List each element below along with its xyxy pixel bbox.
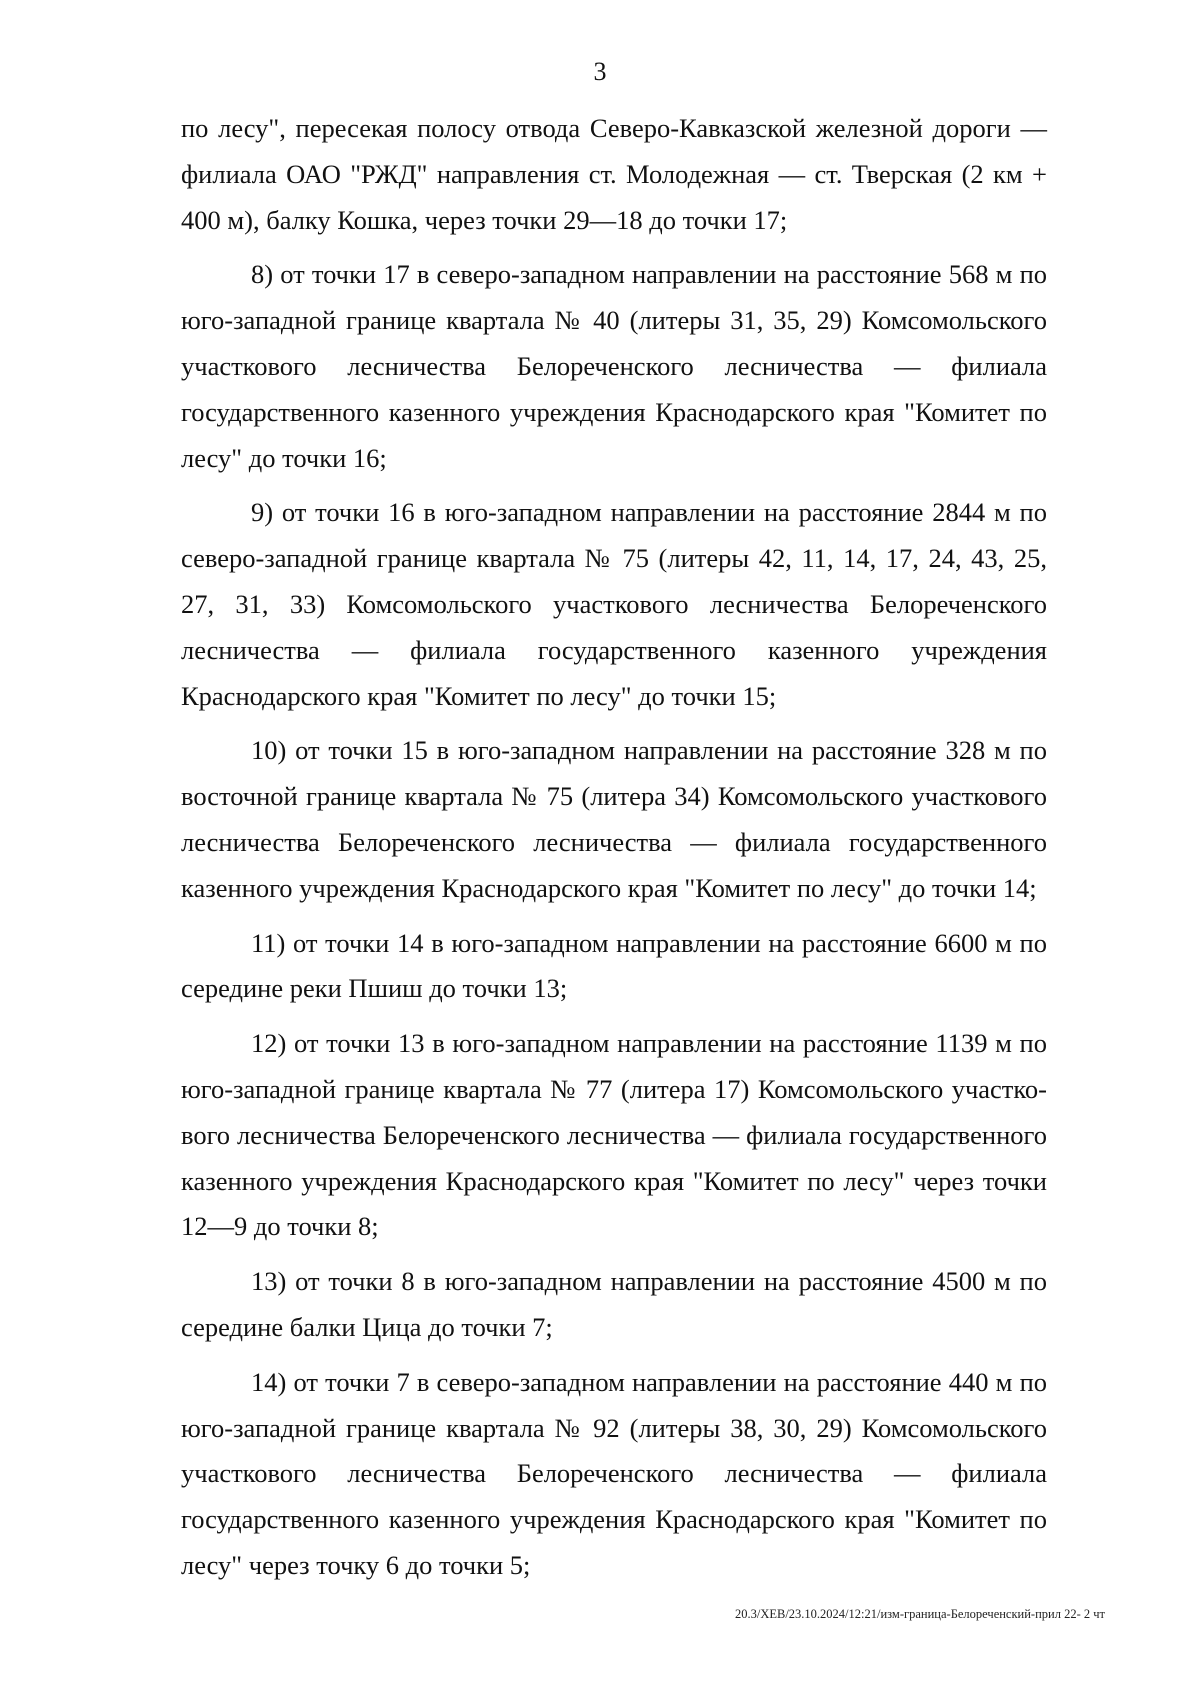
paragraph-item-13: 13) от точки 8 в юго-западном направлении на расстояние 4500 м по середине балки Цица до точки 7;: [181, 1266, 1047, 1342]
paragraph-item-8: 8) от точки 17 в северо-западном направлении на расстояние 568 м по юго-западной границе квартала № 40 (литеры 31, 35, 29) Комсомольского участкового лесничества Белореченского лесничества — филиала государственного казенного учреждения Краснодарского края "Комитет по лесу" до точки 16;: [181, 259, 1047, 473]
paragraph-item-11: 11) от точки 14 в юго-западном направлении на расстояние 6600 м по середине реки Пшиш до точки 13;: [181, 927, 1047, 1004]
paragraph-continuation: по лесу", пересекая полосу отвода Северо-Кавказской железной дороги — филиала ОАО "РЖД" направления ст. Молодежная — ст. Тверская (2 км + 400 м), балку Кошка, через точки 29—18 до точки 17;: [181, 113, 1047, 235]
footer-document-code: 20.3/ХЕВ/23.10.2024/12:21/изм-граница-Белореченский-прил 22- 2 чт: [734, 1607, 1105, 1621]
document-body: [181, 106, 1047, 1589]
paragraph-item-10: 10) от точки 15 в юго-западном направлении на расстояние 328 м по восточной границе квартала № 75 (литера 34) Комсомольского участкового лесничества Белореченского лесничества — филиала государственного казенного учреждения Краснодарского края "Комитет по лесу" до точки 14;: [181, 735, 1047, 903]
paragraph-item-12: 12) от точки 13 в юго-западном направлении на расстояние 1139 м по юго-западной границе квартала № 77 (литера 17) Комсомольского участкового лесничества Белореченского лесничества — филиала государственного казенного учреждения Краснодарского края "Комитет по лесу" через точки 12—9 до точки 8;: [181, 1028, 1047, 1242]
paragraph-item-9: 9) от точки 16 в юго-западном направлении на расстояние 2844 м по северо-западной границе квартала № 75 (литеры 42, 11, 14, 17, 24, 43, 25, 27, 31, 33) Комсомольского участкового лесничества Белореченского лесничества — филиала государственного казенного учреждения Краснодарского края "Комитет по лесу" до точки 15;: [181, 497, 1047, 711]
paragraph-item-14: 14) от точки 7 в северо-западном направлении на расстояние 440 м по юго-западной границе квартала № 92 (литеры 38, 30, 29) Комсомольского участкового лесничества Белореченского лесничества — филиала государственного казенного учреждения Краснодарского края "Комитет по лесу" через точку 6 до точки 5;: [181, 1366, 1047, 1580]
page-number: 3: [593, 57, 607, 86]
